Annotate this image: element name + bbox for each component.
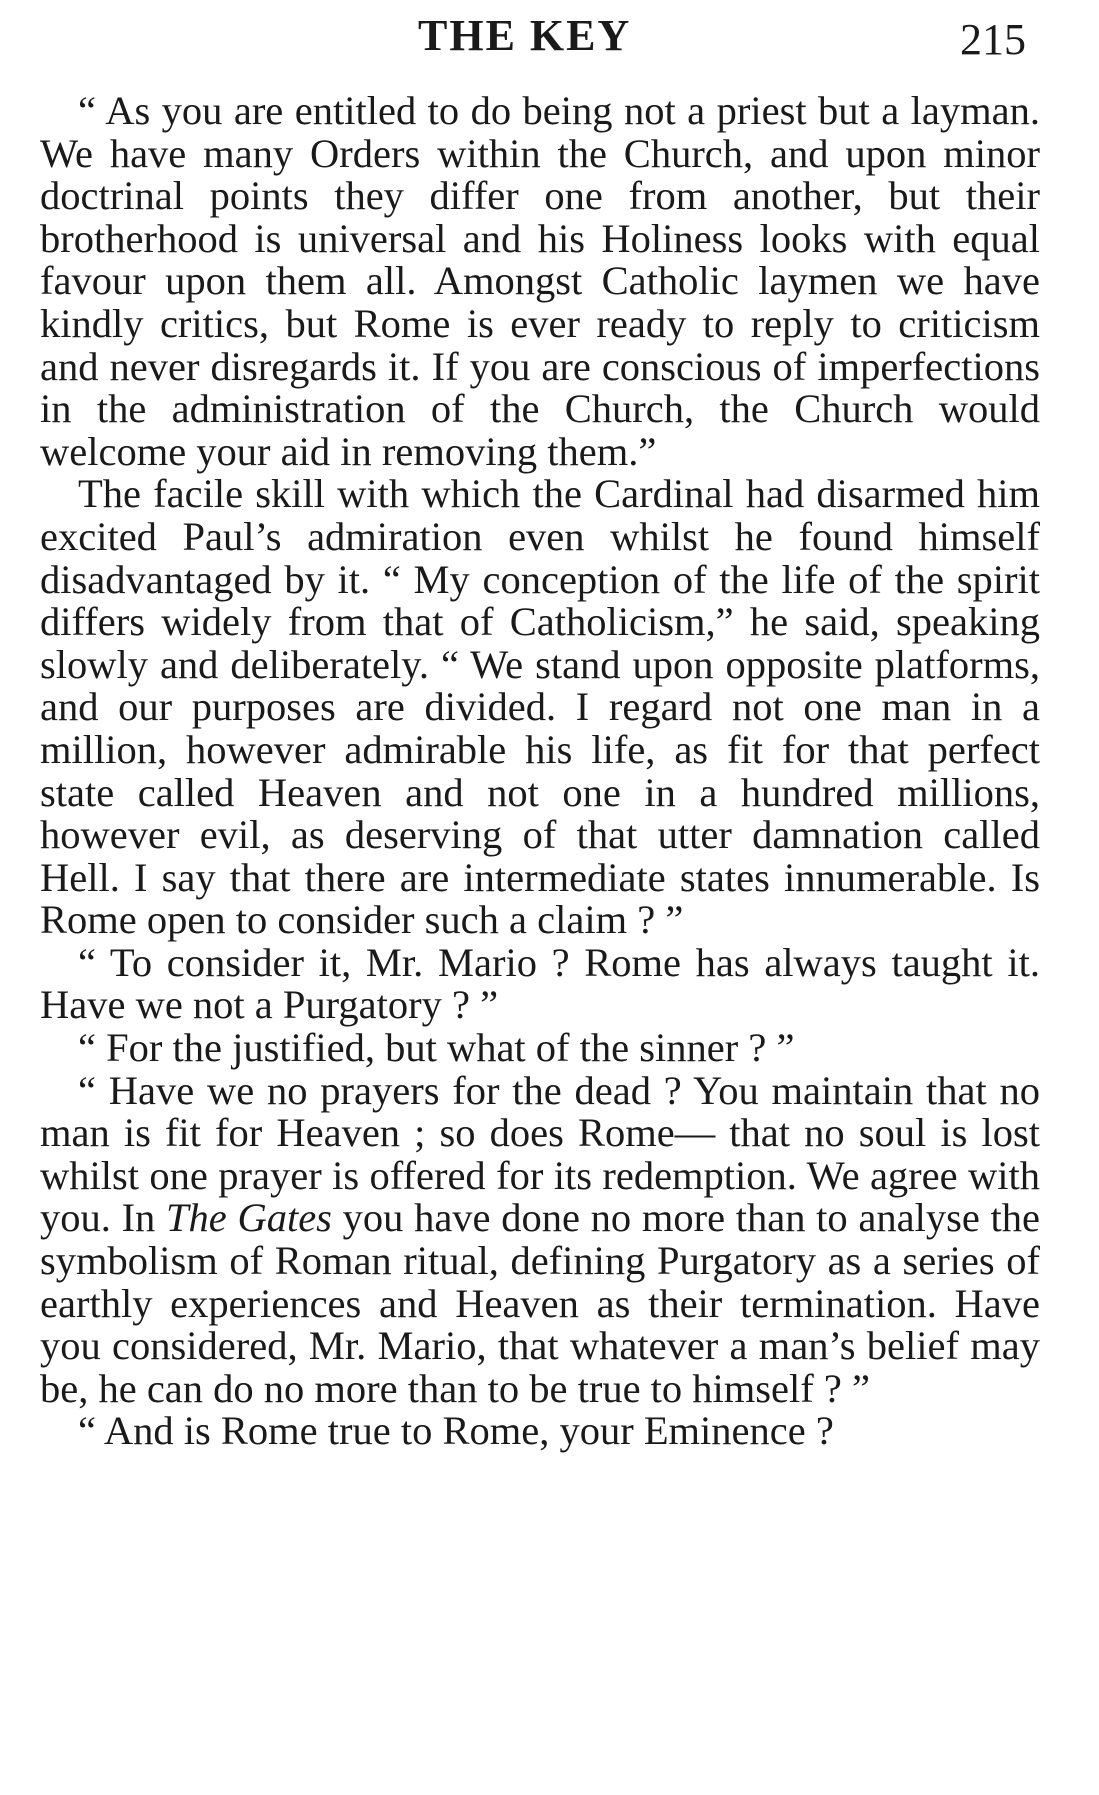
running-head: THE KEY [418,11,632,60]
paragraph-prayers-for-dead [40,1067,1040,1411]
book-page [40,8,1040,1453]
page-number: 215 [960,15,1026,64]
paragraph-consider-it: “ To consider it, Mr. Mario ? Rome has always taught it. Have we not a Purgatory ? ” [40,939,1040,1028]
prayers-text-after: you have done no more than to analyse the symbolism of Roman ritual, defining Purgatory as a series of earthly experiences and Heaven as their termination. Have you considered, Mr. Mario, that whatever a man’s belief may be, he can do no more than to be true to himself ? ” [40,1195,1040,1411]
page-header [40,8,1040,64]
page-body [40,90,1040,1453]
paragraph-paul-conception: The facile skill with which the Cardinal had disarmed him excited Paul’s admiration even whilst he found himself disadvantaged by it. “ My conception of the life of the spirit differs widely from that of Catholicism,” he said, speaking slowly and deliberately. “ We stand upon opposite platforms, and our purposes are divided. I regard not one man in a million, however admirable his life, as fit for that perfect state called Heaven and not one in a hundred millions, however evil, as deserving of that utter damnation called Hell. I say that there are intermediate states innumerable. Is Rome open to consider such a claim ? ” [40,471,1040,943]
paragraph-rome-true: “ And is Rome true to Rome, your Eminence ? [78,1408,834,1454]
prayers-text-before: “ Have we no prayers for the dead ? You maintain that no man is fit for Heaven ; so does Rome— that no soul is lost whilst one prayer is offered for its redemption. We agree with you. In [40,1067,1040,1241]
book-title-the-gates: The Gates [166,1195,332,1241]
paragraph-for-the-justified: “ For the justified, but what of the sinner ? ” [78,1025,795,1071]
paragraph-cardinal-reply: “ As you are entitled to do being not a priest but a layman. We have many Orders within the Church, and upon minor doctrinal points they differ one from another, but their brotherhood is universal and his Holiness looks with equal favour upon them all. Amongst Catholic laymen we have kindly critics, but Rome is ever ready to reply to criticism and never disregards it. If you are conscious of imperfections in the administration of the Church, the Church would welcome your aid in removing them.” [40,88,1040,474]
